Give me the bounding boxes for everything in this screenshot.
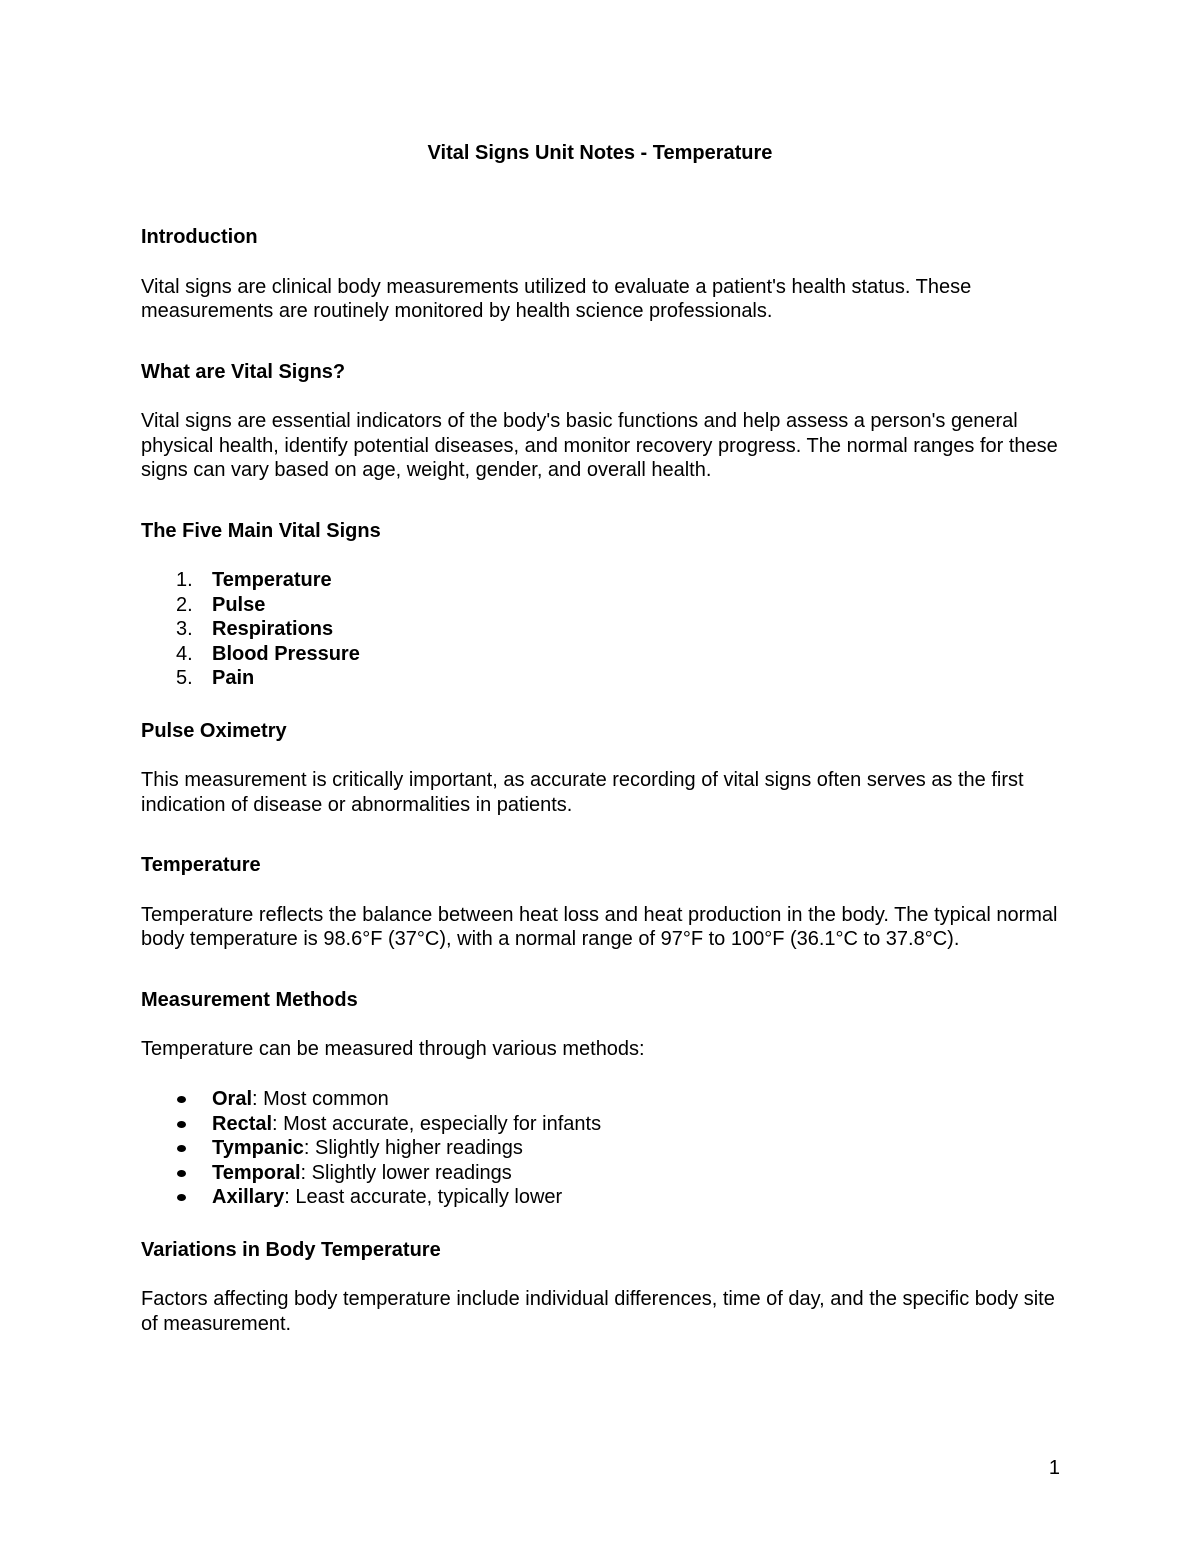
paragraph-introduction: Vital signs are clinical body measurements utilized to evaluate a patient's health status. These measurements are routinely monitored by health science professionals. [141,275,972,322]
list-item [141,593,1071,618]
heading-what-are-vital-signs: What are Vital Signs? [141,360,346,383]
bullet-icon [177,1096,186,1103]
heading-pulse-oximetry: Pulse Oximetry [141,719,287,742]
list-term: Respirations [212,618,334,641]
paragraph-temperature: Temperature reflects the balance between heat loss and heat production in the body. The typical normal body temperature is 98.6°F (37°C), with a normal range of 97°F to 100°F (36.1°C to 37.8°C). [141,903,1058,951]
method-description: : Most common [252,1087,389,1110]
list-term: Temperature [212,569,332,591]
page-number: 1 [1048,1457,1060,1479]
vital-signs-list [141,568,1071,691]
list-number: 2. [176,593,193,616]
list-item [141,666,1071,691]
list-item [141,1161,1071,1186]
list-item [141,1112,1071,1137]
list-number: 3. [176,618,193,641]
list-item [141,1185,1071,1210]
bullet-icon [177,1145,186,1152]
list-number: 4. [176,642,193,665]
list-number: 1. [176,569,193,591]
paragraph-measurement-methods: Temperature can be measured through various methods: [141,1038,645,1061]
paragraph-what-are-vital-signs: Vital signs are essential indicators of the body's basic functions and help assess a person's general physical health, identify potential diseases, and monitor recovery progress. The normal ranges for these signs can vary based on age, weight, gender, and overall health. [141,410,1058,481]
paragraph-pulse-oximetry: This measurement is critically important, as accurate recording of vital signs often serves as the first indication of disease or abnormalities in patients. [141,769,1024,816]
method-term: Axillary [212,1186,285,1209]
heading-variations-body-temperature: Variations in Body Temperature [141,1238,441,1261]
method-description: : Most accurate, especially for infants [272,1112,602,1135]
list-item [141,1136,1071,1161]
list-term: Pain [212,667,255,690]
heading-temperature: Temperature [141,854,261,877]
method-description: : Slightly lower readings [300,1161,512,1184]
list-item [141,617,1071,642]
method-description: : Least accurate, typically lower [284,1186,563,1209]
heading-introduction: Introduction [141,226,258,248]
list-term: Pulse [212,593,266,616]
list-number: 5. [176,667,193,690]
list-item [141,1087,1071,1112]
list-term: Blood Pressure [212,642,360,665]
bullet-icon [177,1194,186,1201]
list-item [141,568,1071,593]
method-term: Tympanic [212,1137,304,1160]
heading-five-main-vital-signs: The Five Main Vital Signs [141,519,381,542]
heading-measurement-methods: Measurement Methods [141,988,358,1011]
measurement-methods-list [141,1087,1071,1210]
document-title: Vital Signs Unit Notes - Temperature [427,142,773,164]
method-term: Temporal [212,1161,301,1184]
method-term: Rectal [212,1112,273,1135]
page-content [141,141,1071,1336]
method-description: : Slightly higher readings [303,1137,523,1160]
method-term: Oral [212,1087,253,1110]
bullet-icon [177,1121,186,1128]
list-item [141,642,1071,667]
paragraph-variations-body-temperature: Factors affecting body temperature include individual differences, time of day, and the specific body site of measurement. [141,1288,1055,1335]
bullet-icon [177,1170,186,1177]
